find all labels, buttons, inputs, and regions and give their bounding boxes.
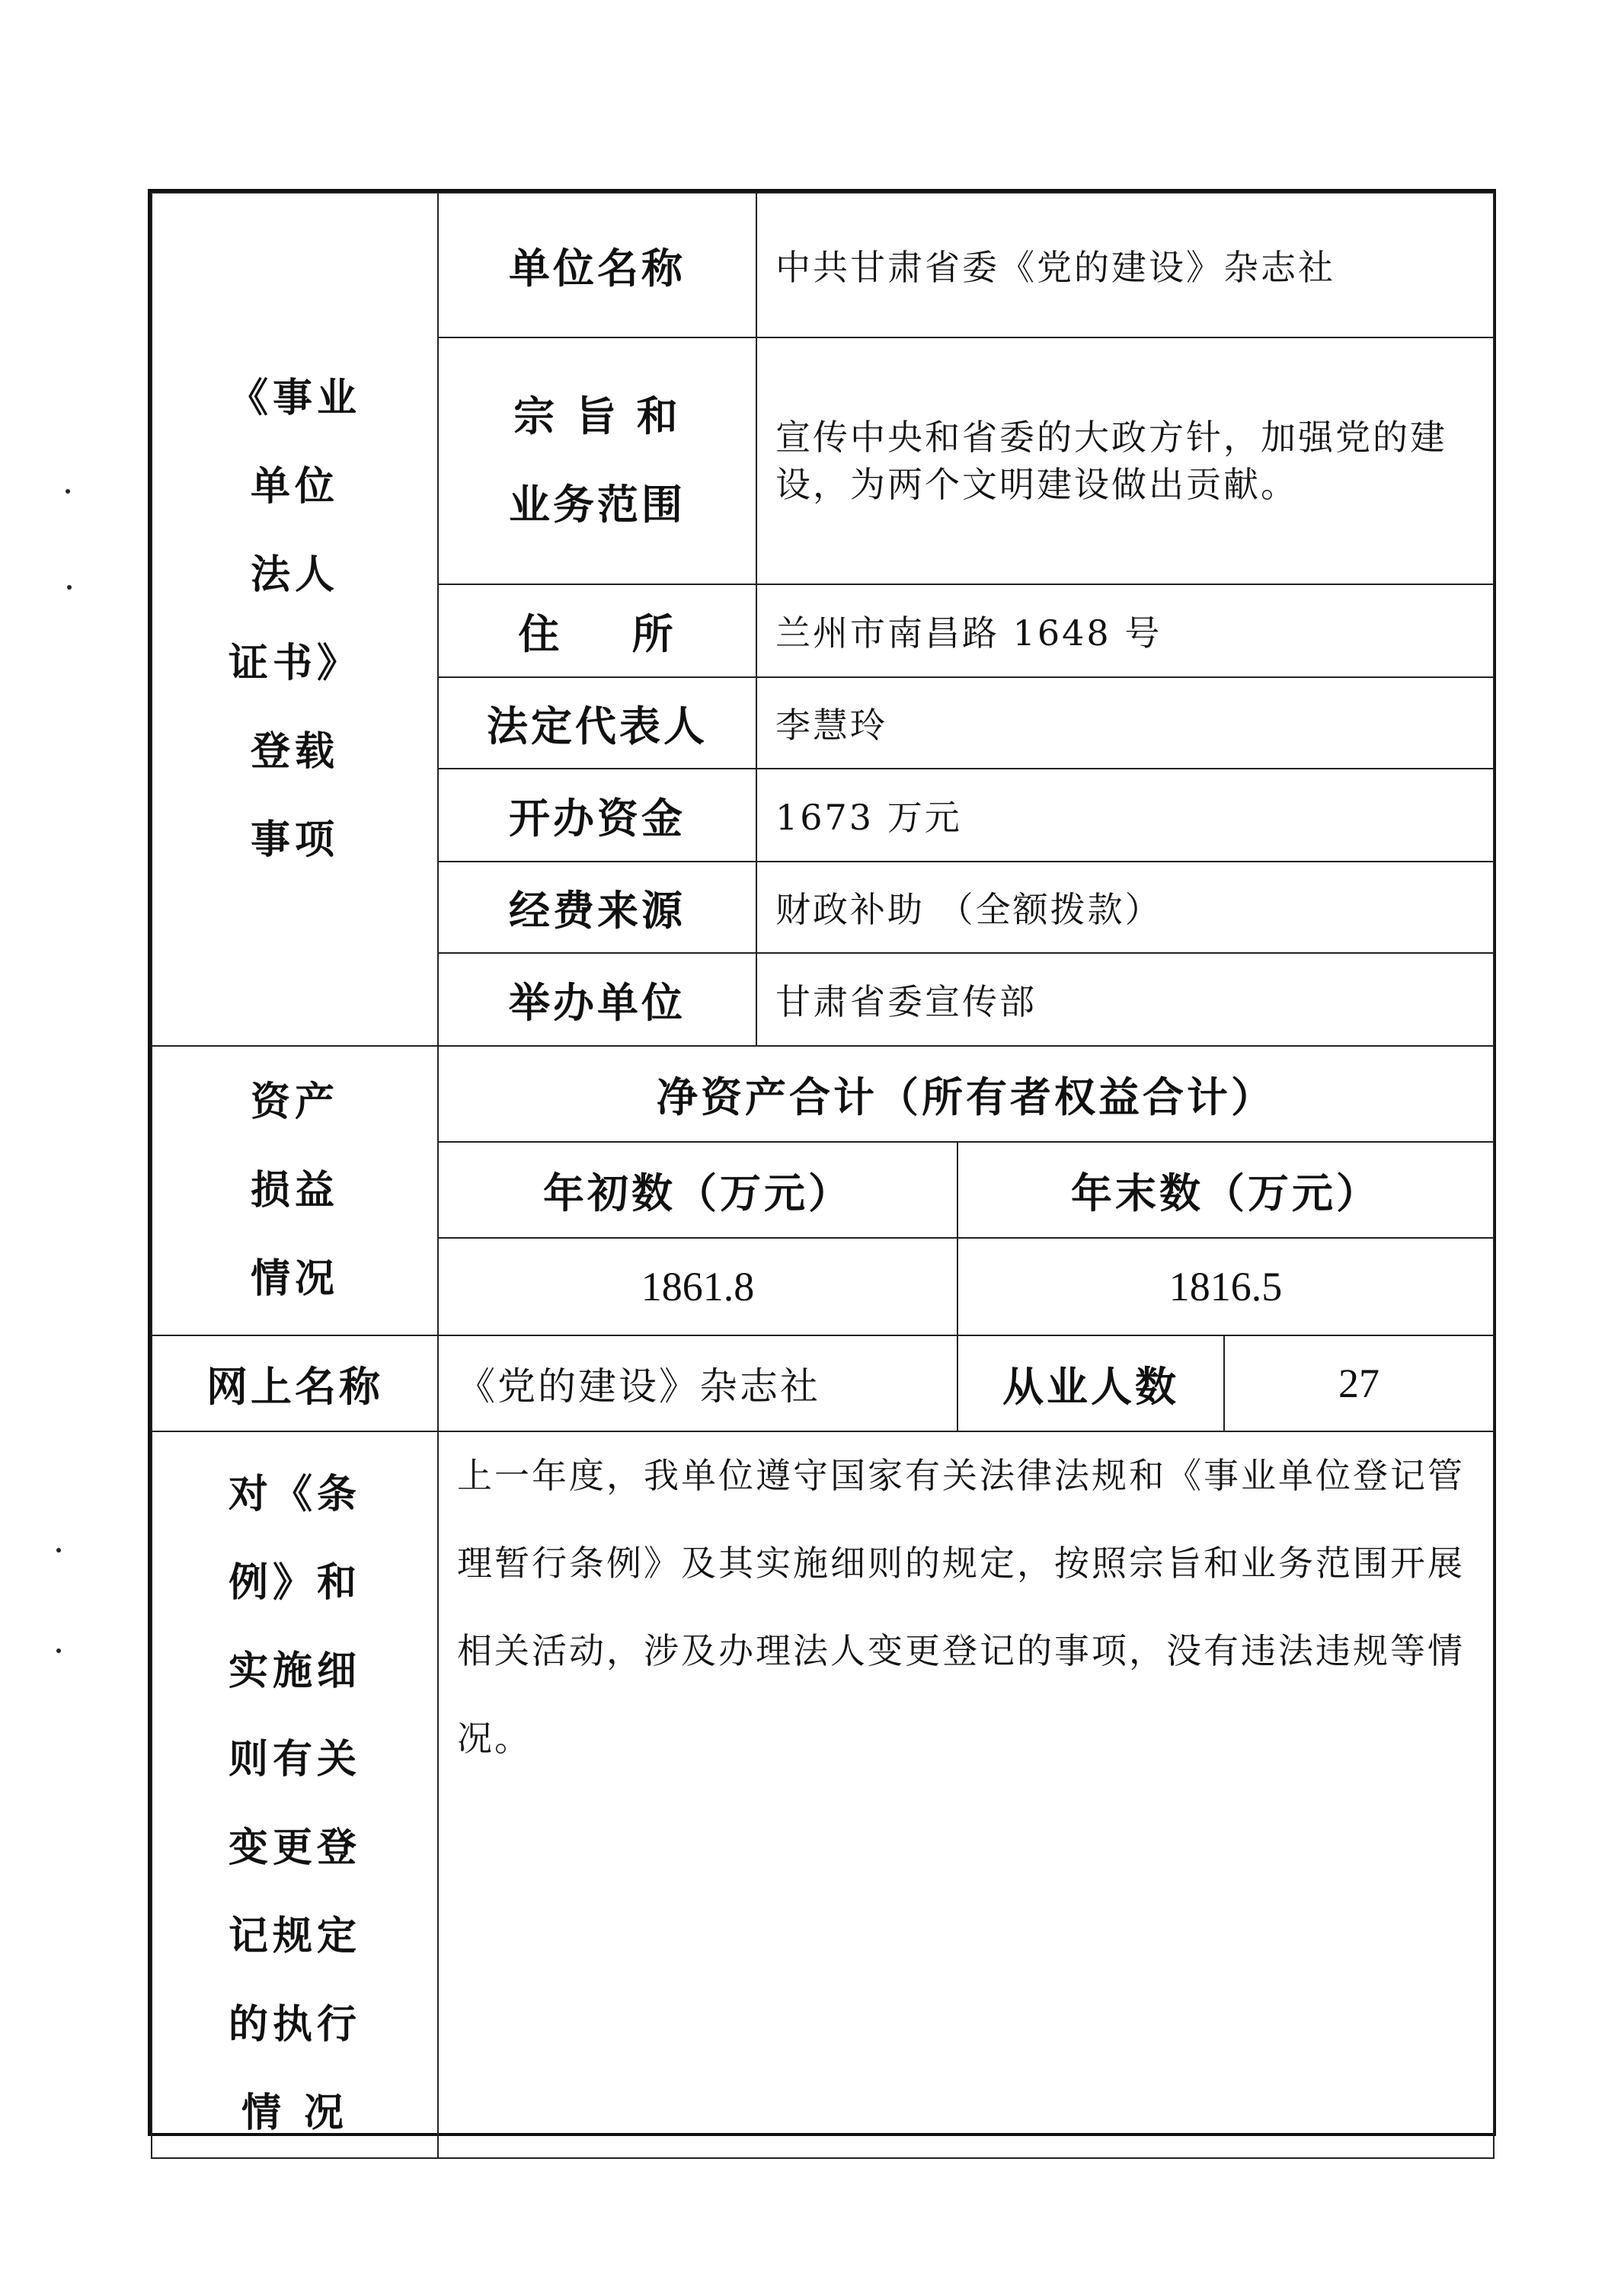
- title-line: 证书》: [228, 641, 361, 686]
- capital-label: 开办资金: [438, 769, 756, 862]
- title-line: 《事业: [228, 376, 361, 421]
- title-line: 法人: [250, 552, 339, 598]
- online-name-value: 《党的建设》杂志社: [438, 1335, 957, 1431]
- registered-items-title: [152, 193, 438, 1046]
- end-year-value: 1816.5: [957, 1238, 1494, 1335]
- staff-count-value: 27: [1224, 1335, 1494, 1431]
- address-value: 兰州市南昌路 1648 号: [756, 584, 1494, 677]
- title-line: 例》和: [228, 1560, 361, 1606]
- staff-count-label: 从业人数: [957, 1335, 1224, 1431]
- binding-mark: [56, 1648, 61, 1653]
- compliance-title: [152, 1431, 438, 2158]
- title-line: 事项: [250, 817, 339, 863]
- sponsor-label: 举办单位: [438, 953, 756, 1046]
- binding-mark: [56, 1548, 61, 1553]
- begin-year-label: 年初数（万元）: [438, 1142, 957, 1238]
- title-line: 实施细: [228, 1648, 361, 1694]
- title-line: 变更登: [228, 1825, 361, 1871]
- title-line: 情 况: [241, 2090, 349, 2136]
- end-year-label: 年末数（万元）: [957, 1142, 1494, 1238]
- net-assets-heading: 净资产合计（所有者权益合计）: [438, 1046, 1494, 1142]
- title-line: 单位: [250, 464, 339, 510]
- form-table: [151, 192, 1495, 2159]
- compliance-statement: 上一年度，我单位遵守国家有关法律法规和《事业单位登记管理暂行条例》及其实施细则的规定，按照宗旨和业务范围开展相关活动，涉及办理法人变更登记的事项，没有违法违规等情况。: [438, 1431, 1494, 2158]
- funding-value: 财政补助 （全额拨款）: [756, 862, 1494, 953]
- purpose-label: [438, 337, 756, 584]
- funding-label: 经费来源: [438, 862, 756, 953]
- title-line: 对《条: [228, 1472, 361, 1517]
- assets-title: [152, 1046, 438, 1335]
- title-line: 记规定: [228, 1914, 361, 1959]
- title-line: 登载: [250, 729, 339, 775]
- purpose-label-line: 宗 旨 和: [513, 392, 681, 440]
- sponsor-value: 甘肃省委宣传部: [756, 953, 1494, 1046]
- binding-mark: [67, 585, 72, 590]
- binding-mark: [66, 489, 70, 494]
- legal-rep-value: 李慧玲: [756, 677, 1494, 769]
- title-line: 损益: [250, 1168, 339, 1214]
- address-label: 住 所: [438, 584, 756, 677]
- title-line: 的执行: [228, 2002, 361, 2048]
- unit-name-label: 单位名称: [438, 193, 756, 337]
- title-line: 则有关: [228, 1737, 361, 1783]
- title-line: 情况: [250, 1256, 339, 1302]
- legal-rep-label: 法定代表人: [438, 677, 756, 769]
- purpose-label-line: 业务范围: [509, 481, 686, 529]
- begin-year-value: 1861.8: [438, 1238, 957, 1335]
- online-name-label: 网上名称: [152, 1335, 438, 1431]
- purpose-value: 宣传中央和省委的大政方针，加强党的建设，为两个文明建设做出贡献。: [756, 337, 1494, 584]
- title-line: 资产: [250, 1079, 339, 1125]
- unit-name-value: 中共甘肃省委《党的建设》杂志社: [756, 193, 1494, 337]
- registration-form: [148, 189, 1496, 2136]
- capital-value: 1673 万元: [756, 769, 1494, 862]
